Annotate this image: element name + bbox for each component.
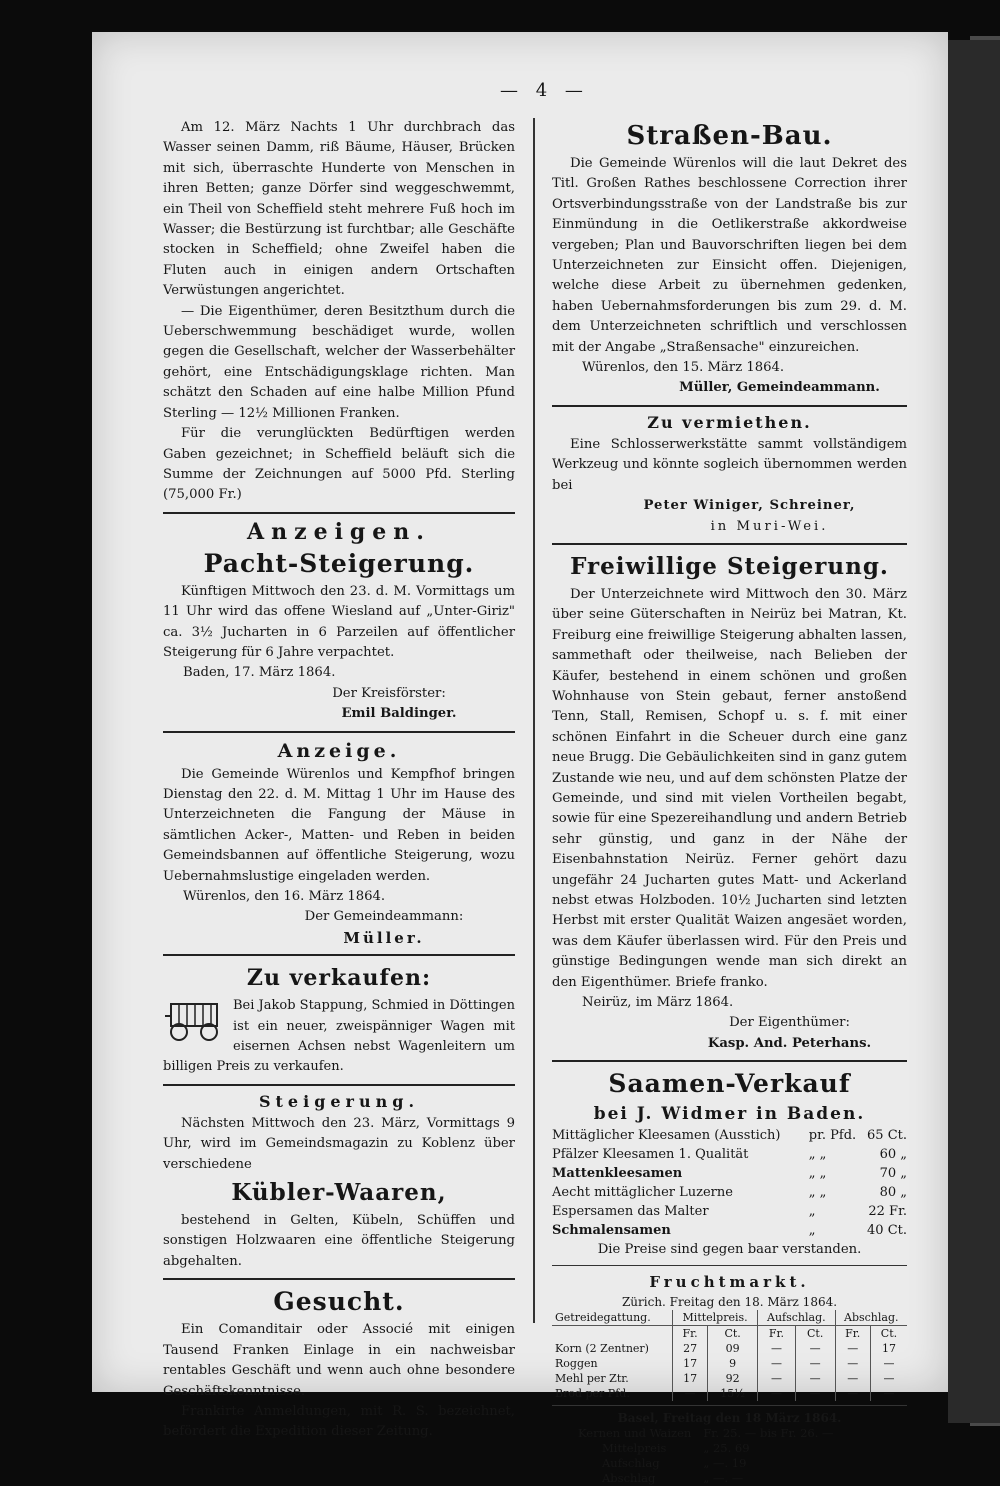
- table-cell: 09: [708, 1341, 758, 1356]
- saamen-subtitle: bei J. Widmer in Baden.: [593, 1104, 866, 1125]
- scan-shadow: [948, 40, 1000, 1423]
- column-header: Abschlag.: [835, 1310, 907, 1326]
- column-header: Getreidegattung.: [552, 1310, 673, 1326]
- item-price: 80 „: [879, 1185, 907, 1201]
- list-item: [552, 1221, 907, 1240]
- table-cell: „ 25. 69: [703, 1440, 750, 1455]
- column-subheader: Ct.: [870, 1325, 907, 1341]
- freiwillige-signature: Kasp. And. Peterhans.: [707, 1035, 872, 1051]
- table-row: [552, 1386, 907, 1401]
- pacht-role: Der Kreisförster:: [332, 685, 446, 701]
- gesucht-title: Gesucht.: [273, 1287, 405, 1317]
- saamen-note: Die Preise sind gegen baar verstanden.: [597, 1242, 862, 1258]
- item-unit: „ „: [808, 1166, 827, 1182]
- table-cell: „ —. 19: [703, 1455, 747, 1470]
- table-cell: 9: [708, 1356, 758, 1371]
- anzeigen-heading: Anzeigen.: [247, 518, 431, 545]
- table-cell: Brod per Pfd.: [555, 1386, 630, 1400]
- section-rule: [163, 1084, 515, 1086]
- table-cell: —: [835, 1356, 870, 1371]
- saamen-title: Saamen-Verkauf: [608, 1069, 851, 1099]
- wagon-icon: [163, 998, 225, 1042]
- table-cell: Fr. 25. — bis Fr. 26. —: [703, 1425, 834, 1440]
- table-cell: 92: [708, 1371, 758, 1386]
- list-item: [552, 1126, 907, 1145]
- item-unit: „: [808, 1204, 816, 1220]
- table-cell: „ —. —: [703, 1470, 744, 1485]
- freiwillige-title: Freiwillige Steigerung.: [570, 552, 889, 580]
- list-item: [552, 1183, 907, 1202]
- fruchtmarkt-title: Fruchtmarkt.: [649, 1272, 810, 1291]
- anzeige-title: Anzeige.: [277, 739, 401, 762]
- right-column: [552, 118, 907, 1486]
- steigerung-text-1: Nächsten Mittwoch den 23. März, Vormittags 9 Uhr, wird im Gemeindsmagazin zu Koblenz über verschiedene: [163, 1115, 515, 1172]
- item-name: Aecht mittäglicher Luzerne: [552, 1185, 733, 1201]
- section-rule: [552, 405, 907, 407]
- strassenbau-signature: Müller, Gemeindeammann.: [679, 380, 880, 396]
- section-rule: [552, 543, 907, 545]
- anzeige-text: Die Gemeinde Würenlos und Kempfhof bringen Dienstag den 22. d. M. Mittag 1 Uhr im Hause des Unterzeichneten die Fangung der Mäuse in sämtlichen Acker-, Matten- und Reben in beiden Gemeindsbannen auf öffentliche Steigerung, wozu Uebernahmslustige eingeladen werden.: [163, 766, 515, 884]
- table-header-row: [552, 1310, 907, 1326]
- gesucht-text-2: Frankirte Anmeldungen, mit R. S. bezeichnet, befördert die Expedition dieser Zeitung.: [163, 1403, 515, 1440]
- table-row: [552, 1341, 907, 1356]
- table-cell: Aufschlag: [602, 1455, 660, 1470]
- table-cell: Korn (2 Zentner): [555, 1341, 649, 1355]
- freiwillige-role: Der Eigenthümer:: [729, 1015, 850, 1031]
- table-cell: —: [758, 1386, 796, 1401]
- column-header: Mittelpreis.: [673, 1310, 758, 1326]
- item-unit: „: [808, 1223, 816, 1239]
- table-cell: 17: [673, 1356, 708, 1371]
- table-cell: 17: [870, 1341, 907, 1356]
- steigerung-text-2: bestehend in Gelten, Kübeln, Schüffen und sonstigen Holzwaaren eine öffentliche Steigerung abgehalten.: [163, 1213, 515, 1269]
- section-rule: [552, 1405, 907, 1406]
- strassenbau-place-date: Würenlos, den 15. März 1864.: [582, 360, 785, 376]
- table-cell: Kernen und Waizen: [578, 1425, 692, 1440]
- pacht-signature: Emil Baldinger.: [341, 706, 457, 722]
- section-rule: [163, 731, 515, 733]
- vermiethen-name: Peter Winiger, Schreiner,: [643, 498, 856, 514]
- list-item: [552, 1202, 907, 1221]
- table-cell: —: [870, 1356, 907, 1371]
- table-cell: Roggen: [555, 1356, 598, 1370]
- column-divider: [533, 118, 535, 1323]
- table-cell: Mittelpreis: [602, 1440, 667, 1455]
- item-unit: „ „: [808, 1185, 827, 1201]
- left-column: [163, 118, 515, 1443]
- item-unit: „ „: [808, 1147, 827, 1163]
- item-unit: pr. Pfd.: [808, 1128, 857, 1144]
- verkaufen-title: Zu verkaufen:: [246, 965, 432, 992]
- steigerung-big: Kübler-Waaren,: [231, 1179, 447, 1207]
- pacht-place-date: Baden, 17. März 1864.: [183, 665, 336, 681]
- table-cell: —: [795, 1341, 835, 1356]
- news-paragraph-2: — Die Eigenthümer, deren Besitzthum durch die Ueberschwemmung beschädiget wurde, wollen gegen die Gesellschaft, welcher der Wasserbehälter gehört, eine Entschädigungsklage richten. Man schätzt den Schaden auf eine halbe Million Pfund Sterling — 12½ Millionen Franken.: [163, 303, 515, 421]
- column-subheader: Ct.: [708, 1325, 758, 1341]
- table-cell: 17: [673, 1371, 708, 1386]
- section-rule: [163, 1278, 515, 1280]
- table-row: [572, 1456, 840, 1471]
- column-subheader: Fr.: [758, 1325, 796, 1341]
- table-row: [572, 1441, 840, 1456]
- table-cell: —: [835, 1371, 870, 1386]
- verkaufen-text: Bei Jakob Stappung, Schmied in Döttingen ist ein neuer, zweispänniger Wagen mit eisernen Achsen nebst Wagenleitern um billigen Preis zu verkaufen.: [163, 998, 515, 1075]
- table-row: [552, 1356, 907, 1371]
- table-cell: Mehl per Ztr.: [555, 1371, 629, 1385]
- table-cell: —: [758, 1371, 796, 1386]
- table-cell: —: [835, 1386, 870, 1401]
- freiwillige-place-date: Neirüz, im März 1864.: [582, 995, 734, 1011]
- page-number: — 4 —: [500, 80, 589, 101]
- item-name: Mattenkleesamen: [552, 1166, 683, 1182]
- table-cell: 27: [673, 1341, 708, 1356]
- column-subheader: Fr.: [673, 1325, 708, 1341]
- news-paragraph-1: Am 12. März Nachts 1 Uhr durchbrach das Wasser seinen Damm, riß Bäume, Häuser, Brücken mit sich, überraschte Hunderte von Menschen in ihren Betten; ganze Dörfer sind weggeschwemmt, ein Theil von Scheffield steht mehrere Fuß hoch im Wasser; die Bestürzung ist furchtbar; alle Geschäfte stocken in Scheffield; ohne Zweifel haben die Fluten auch in einigen andern Ortschaften Verwüstungen angerichtet.: [163, 120, 515, 299]
- basel-table: [572, 1426, 840, 1486]
- news-paragraph-3: Für die verunglückten Bedürftigen werden Gaben gezeichnet; in Scheffield beläuft sich die Summe der Zeichnungen auf 5000 Pfd. Sterling (75,000 Fr.): [163, 426, 515, 503]
- item-price: 60 „: [879, 1147, 907, 1163]
- basel-line: Basel, Freitag den 18 März 1864.: [617, 1410, 842, 1425]
- column-subheader: Ct.: [795, 1325, 835, 1341]
- table-cell: —: [758, 1341, 796, 1356]
- column-header: Aufschlag.: [758, 1310, 835, 1326]
- section-rule: [163, 512, 515, 514]
- pacht-text: Künftigen Mittwoch den 23. d. M. Vormittags um 11 Uhr wird das offene Wiesland auf „Unter-Giriz" ca. 3½ Jucharten in 6 Parzeilen auf öffentlicher Steigerung für 6 Jahre verpachtet.: [163, 583, 515, 660]
- strassenbau-title: Straßen-Bau.: [626, 121, 833, 151]
- item-price: 22 Fr.: [868, 1204, 907, 1220]
- item-name: Mittäglicher Kleesamen (Ausstich): [552, 1128, 781, 1144]
- item-price: 65 Ct.: [867, 1128, 907, 1144]
- gesucht-text-1: Ein Comanditair oder Associé mit einigen Tausend Franken Einlage in ein nachweisbar rentables Geschäft und wenn auch ohne besondere Geschäftskenntnisse.: [163, 1322, 515, 1399]
- table-cell: —: [870, 1386, 907, 1401]
- item-price: 40 Ct.: [867, 1223, 907, 1239]
- zurich-line: Zürich. Freitag den 18. März 1864.: [621, 1294, 838, 1309]
- table-cell: Abschlag: [602, 1470, 656, 1485]
- pacht-title: Pacht-Steigerung.: [203, 548, 475, 578]
- item-name: Pfälzer Kleesamen 1. Qualität: [552, 1147, 749, 1163]
- table-subheader-row: [552, 1325, 907, 1341]
- anzeige-signature: Müller.: [343, 928, 425, 947]
- table-cell: —: [795, 1371, 835, 1386]
- table-row: [552, 1371, 907, 1386]
- table-cell: —: [795, 1386, 835, 1401]
- item-name: Espersamen das Malter: [552, 1204, 709, 1220]
- column-subheader: Fr.: [835, 1325, 870, 1341]
- freiwillige-text: Der Unterzeichnete wird Mittwoch den 30. März über seine Güterschaften in Neirüz bei Matran, Kt. Freiburg eine freiwillige Steigerung abhalten lassen, sammethaft oder theilweise, nach Belieben der Käufer, bestehend in einem schönen und großen Wohnhause von Stein gebaut, ferner anstoßend Tenn, Stall, Remisen, Schopf u. s. f. mit einer schönen Einfahrt in die Scheuer durch eine ganz neue Brugg. Die Gebäulichkeiten sind in ganz gutem Zustande wie neu, und auf dem schönsten Platze der Gemeinde, und sind mit vielen Vortheilen begabt, sowie für eine Spezereihandlung und andern Betrieb sehr günstig, und ganz in der Nähe der Eisenbahnstation Neirüz. Ferner gehört dazu ungefähr 24 Jucharten gutes Matt- und Ackerland nebst etwas Holzboden. 10½ Jucharten sind letzten Herbst mit erster Qualität Waizen angesäet worden, was dem Käufer überlassen wird. Für den Preis und günstige Bedingungen wende man sich direkt an den Eigenthümer. Briefe franko.: [552, 586, 907, 990]
- table-cell: —: [795, 1356, 835, 1371]
- table-cell: —: [758, 1356, 796, 1371]
- saamen-price-list: [552, 1126, 907, 1240]
- table-cell: 15½: [708, 1386, 758, 1401]
- table-cell: —: [673, 1386, 708, 1401]
- table-cell: —: [835, 1341, 870, 1356]
- section-rule: [552, 1060, 907, 1062]
- list-item: [552, 1164, 907, 1183]
- strassenbau-text: Die Gemeinde Würenlos will die laut Dekret des Titl. Großen Rathes beschlossene Correction ihrer Ortsverbindungsstraße von der Landstraße bis zur Einmündung in die Oetlikerstraße akkordweise vergeben; Plan und Bauvorschriften liegen bei dem Unterzeichneten zur Einsicht offen. Diejenigen, welche diese Arbeit zu übernehmen gedenken, haben Uebernahmsforderungen bis zum 29. d. M. dem Unterzeichneten schriftlich und verschlossen mit der Angabe „Straßensache" einzureichen.: [552, 156, 907, 355]
- vermiethen-text: Eine Schlosserwerkstätte sammt vollständigem Werkzeug und könnte sogleich übernommen werden bei: [552, 436, 907, 493]
- table-row: [572, 1426, 840, 1441]
- table-cell: —: [870, 1371, 907, 1386]
- item-name: Schmalensamen: [552, 1223, 671, 1239]
- list-item: [552, 1145, 907, 1164]
- anzeige-role: Der Gemeindeammann:: [304, 909, 464, 925]
- table-row: [572, 1471, 840, 1486]
- vermiethen-place: in Muri-Wei.: [710, 518, 829, 534]
- anzeige-place-date: Würenlos, den 16. März 1864.: [183, 889, 386, 904]
- item-price: 70 „: [879, 1166, 907, 1182]
- section-rule: [163, 954, 515, 956]
- vermiethen-title: Zu vermiethen.: [647, 412, 812, 432]
- fruchtmarkt-table: [552, 1310, 907, 1401]
- steigerung-title: Steigerung.: [258, 1091, 420, 1111]
- section-rule: [552, 1265, 907, 1266]
